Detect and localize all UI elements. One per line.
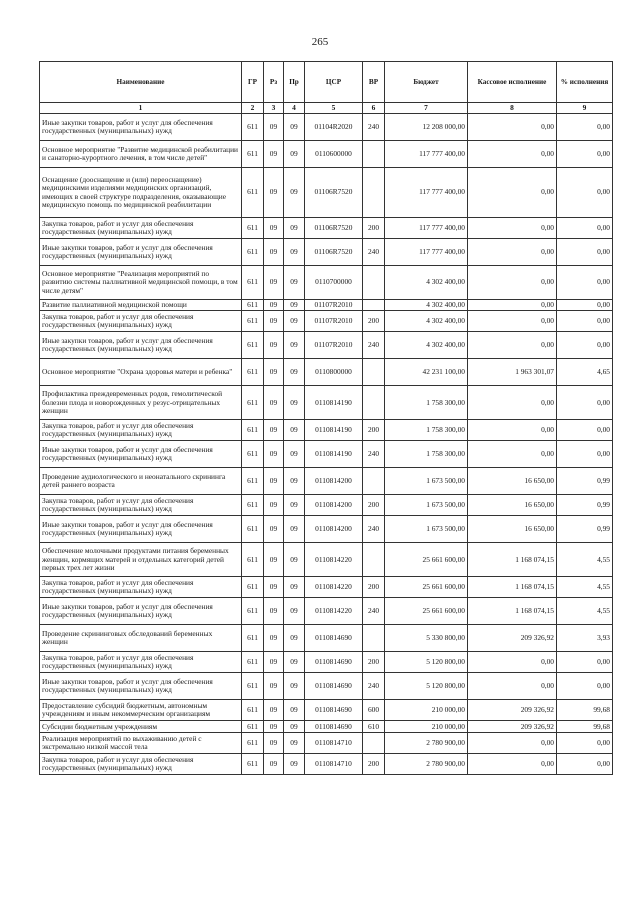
cell-pr: 09 xyxy=(284,468,305,495)
cell-cash-execution: 1 168 074,15 xyxy=(468,577,557,598)
table-row xyxy=(40,114,613,141)
cell-gr: 611 xyxy=(242,386,264,420)
cell-gr: 611 xyxy=(242,577,264,598)
column-number: 6 xyxy=(363,103,385,114)
cell-rz: 09 xyxy=(264,495,284,516)
cell-rz: 09 xyxy=(264,625,284,652)
table-row xyxy=(40,141,613,168)
cell-name: Закупка товаров, работ и услуг для обеспечения государственных (муниципальных) нужд xyxy=(40,754,242,775)
cell-budget: 5 120 800,00 xyxy=(385,652,468,673)
table-row xyxy=(40,311,613,332)
cell-vr xyxy=(363,543,385,577)
cell-gr: 611 xyxy=(242,141,264,168)
table-row xyxy=(40,300,613,311)
table-row xyxy=(40,754,613,775)
cell-rz: 09 xyxy=(264,266,284,300)
cell-name: Основное мероприятие "Развитие медицинской реабилитации и санаторно-курортного лечения, в том числе детей" xyxy=(40,141,242,168)
cell-cash-execution: 1 963 301,07 xyxy=(468,359,557,386)
cell-vr xyxy=(363,733,385,754)
cell-gr: 611 xyxy=(242,733,264,754)
cell-percent-execution: 0,99 xyxy=(557,516,613,543)
cell-cash-execution: 16 650,00 xyxy=(468,468,557,495)
cell-gr: 611 xyxy=(242,420,264,441)
column-number: 3 xyxy=(264,103,284,114)
cell-budget: 1 673 500,00 xyxy=(385,468,468,495)
cell-pr: 09 xyxy=(284,218,305,239)
page-number: 265 xyxy=(311,36,329,48)
cell-percent-execution: 4,55 xyxy=(557,598,613,625)
cell-csr: 0110814190 xyxy=(305,441,363,468)
cell-csr: 0110814200 xyxy=(305,495,363,516)
cell-gr: 611 xyxy=(242,300,264,311)
table-row xyxy=(40,239,613,266)
cell-rz: 09 xyxy=(264,441,284,468)
cell-pr: 09 xyxy=(284,311,305,332)
cell-pr: 09 xyxy=(284,141,305,168)
cell-rz: 09 xyxy=(264,652,284,673)
cell-vr: 200 xyxy=(363,218,385,239)
cell-cash-execution: 0,00 xyxy=(468,652,557,673)
cell-percent-execution: 0,00 xyxy=(557,218,613,239)
cell-gr: 611 xyxy=(242,495,264,516)
cell-csr: 01107R2010 xyxy=(305,300,363,311)
cell-rz: 09 xyxy=(264,733,284,754)
header-percent-execution: % исполнения xyxy=(557,62,613,103)
cell-budget: 4 302 400,00 xyxy=(385,332,468,359)
cell-vr: 240 xyxy=(363,516,385,543)
cell-pr: 09 xyxy=(284,598,305,625)
cell-vr: 200 xyxy=(363,420,385,441)
cell-cash-execution: 0,00 xyxy=(468,441,557,468)
table-row xyxy=(40,386,613,420)
cell-name: Закупка товаров, работ и услуг для обеспечения государственных (муниципальных) нужд xyxy=(40,218,242,239)
cell-percent-execution: 0,00 xyxy=(557,311,613,332)
cell-vr: 200 xyxy=(363,652,385,673)
cell-name: Закупка товаров, работ и услуг для обеспечения государственных (муниципальных) нужд xyxy=(40,311,242,332)
cell-vr xyxy=(363,386,385,420)
cell-cash-execution: 209 326,92 xyxy=(468,700,557,721)
table-row xyxy=(40,218,613,239)
cell-budget: 210 000,00 xyxy=(385,721,468,733)
cell-pr: 09 xyxy=(284,495,305,516)
cell-csr: 0110814710 xyxy=(305,733,363,754)
cell-rz: 09 xyxy=(264,332,284,359)
cell-vr xyxy=(363,266,385,300)
cell-pr: 09 xyxy=(284,543,305,577)
cell-name: Обеспечение молочными продуктами питания беременных женщин, кормящих матерей и отдельных категорий детей первых трех лет жизни xyxy=(40,543,242,577)
cell-pr: 09 xyxy=(284,754,305,775)
cell-pr: 09 xyxy=(284,332,305,359)
cell-gr: 611 xyxy=(242,332,264,359)
cell-csr: 0110814200 xyxy=(305,516,363,543)
cell-vr: 600 xyxy=(363,700,385,721)
cell-rz: 09 xyxy=(264,218,284,239)
cell-name: Закупка товаров, работ и услуг для обеспечения государственных (муниципальных) нужд xyxy=(40,652,242,673)
cell-vr: 200 xyxy=(363,577,385,598)
cell-percent-execution: 3,93 xyxy=(557,625,613,652)
cell-percent-execution: 0,99 xyxy=(557,468,613,495)
cell-gr: 611 xyxy=(242,652,264,673)
cell-pr: 09 xyxy=(284,700,305,721)
cell-csr: 0110814690 xyxy=(305,625,363,652)
cell-vr xyxy=(363,168,385,218)
cell-csr: 0110814690 xyxy=(305,700,363,721)
cell-rz: 09 xyxy=(264,168,284,218)
cell-gr: 611 xyxy=(242,239,264,266)
column-number: 8 xyxy=(468,103,557,114)
table-row xyxy=(40,495,613,516)
cell-cash-execution: 0,00 xyxy=(468,386,557,420)
cell-percent-execution: 0,00 xyxy=(557,652,613,673)
cell-rz: 09 xyxy=(264,468,284,495)
column-number: 9 xyxy=(557,103,613,114)
header-vr: ВР xyxy=(363,62,385,103)
cell-budget: 25 661 600,00 xyxy=(385,577,468,598)
cell-pr: 09 xyxy=(284,168,305,218)
cell-name: Иные закупки товаров, работ и услуг для обеспечения государственных (муниципальных) нужд xyxy=(40,332,242,359)
cell-percent-execution: 0,00 xyxy=(557,266,613,300)
cell-budget: 5 330 800,00 xyxy=(385,625,468,652)
table-row xyxy=(40,468,613,495)
cell-name: Субсидии бюджетным учреждениям xyxy=(40,721,242,733)
table-row xyxy=(40,625,613,652)
header-csr: ЦСР xyxy=(305,62,363,103)
cell-budget: 117 777 400,00 xyxy=(385,168,468,218)
cell-budget: 2 780 900,00 xyxy=(385,754,468,775)
table-row xyxy=(40,700,613,721)
cell-rz: 09 xyxy=(264,141,284,168)
cell-name: Иные закупки товаров, работ и услуг для обеспечения государственных (муниципальных) нужд xyxy=(40,673,242,700)
cell-budget: 12 208 000,00 xyxy=(385,114,468,141)
cell-pr: 09 xyxy=(284,721,305,733)
cell-csr: 0110814710 xyxy=(305,754,363,775)
header-name: Наименование xyxy=(40,62,242,103)
cell-name: Иные закупки товаров, работ и услуг для обеспечения государственных (муниципальных) нужд xyxy=(40,598,242,625)
cell-vr: 240 xyxy=(363,332,385,359)
cell-vr: 610 xyxy=(363,721,385,733)
cell-name: Закупка товаров, работ и услуг для обеспечения государственных (муниципальных) нужд xyxy=(40,577,242,598)
cell-budget: 117 777 400,00 xyxy=(385,218,468,239)
cell-csr: 01106R7520 xyxy=(305,168,363,218)
cell-budget: 4 302 400,00 xyxy=(385,311,468,332)
cell-budget: 4 302 400,00 xyxy=(385,300,468,311)
cell-pr: 09 xyxy=(284,733,305,754)
column-number-row xyxy=(40,103,613,114)
cell-name: Иные закупки товаров, работ и услуг для обеспечения государственных (муниципальных) нужд xyxy=(40,516,242,543)
cell-gr: 611 xyxy=(242,598,264,625)
cell-vr: 240 xyxy=(363,239,385,266)
cell-gr: 611 xyxy=(242,114,264,141)
cell-cash-execution: 1 168 074,15 xyxy=(468,543,557,577)
cell-vr xyxy=(363,300,385,311)
cell-name: Оснащение (дооснащение и (или) переоснащение) медицинскими изделиями медицинских организаций, имеющих в своей структуре подразделения, оказывающие медицинскую помощь по медицинской реабилитации xyxy=(40,168,242,218)
cell-pr: 09 xyxy=(284,239,305,266)
cell-percent-execution: 0,00 xyxy=(557,754,613,775)
cell-vr: 200 xyxy=(363,311,385,332)
cell-rz: 09 xyxy=(264,114,284,141)
cell-rz: 09 xyxy=(264,598,284,625)
cell-name: Иные закупки товаров, работ и услуг для обеспечения государственных (муниципальных) нужд xyxy=(40,114,242,141)
table-row xyxy=(40,420,613,441)
cell-budget: 117 777 400,00 xyxy=(385,141,468,168)
cell-cash-execution: 16 650,00 xyxy=(468,495,557,516)
cell-rz: 09 xyxy=(264,700,284,721)
cell-rz: 09 xyxy=(264,516,284,543)
cell-gr: 611 xyxy=(242,721,264,733)
cell-percent-execution: 99,68 xyxy=(557,721,613,733)
cell-pr: 09 xyxy=(284,625,305,652)
cell-vr xyxy=(363,359,385,386)
column-number: 5 xyxy=(305,103,363,114)
cell-csr: 0110814220 xyxy=(305,598,363,625)
cell-percent-execution: 0,00 xyxy=(557,332,613,359)
cell-gr: 611 xyxy=(242,754,264,775)
cell-pr: 09 xyxy=(284,266,305,300)
header-budget: Бюджет xyxy=(385,62,468,103)
cell-csr: 01106R7520 xyxy=(305,218,363,239)
column-number: 2 xyxy=(242,103,264,114)
cell-csr: 0110814220 xyxy=(305,577,363,598)
cell-percent-execution: 0,00 xyxy=(557,239,613,266)
cell-cash-execution: 0,00 xyxy=(468,754,557,775)
cell-cash-execution: 0,00 xyxy=(468,733,557,754)
cell-gr: 611 xyxy=(242,441,264,468)
cell-rz: 09 xyxy=(264,311,284,332)
cell-cash-execution: 209 326,92 xyxy=(468,625,557,652)
cell-cash-execution: 0,00 xyxy=(468,420,557,441)
cell-gr: 611 xyxy=(242,168,264,218)
header-gr: ГР xyxy=(242,62,264,103)
cell-cash-execution: 0,00 xyxy=(468,239,557,266)
cell-rz: 09 xyxy=(264,239,284,266)
cell-percent-execution: 0,00 xyxy=(557,420,613,441)
cell-csr: 0110814690 xyxy=(305,673,363,700)
cell-cash-execution: 1 168 074,15 xyxy=(468,598,557,625)
cell-name: Закупка товаров, работ и услуг для обеспечения государственных (муниципальных) нужд xyxy=(40,420,242,441)
cell-csr: 0110700000 xyxy=(305,266,363,300)
table-row xyxy=(40,721,613,733)
cell-rz: 09 xyxy=(264,386,284,420)
cell-csr: 01104R2020 xyxy=(305,114,363,141)
cell-budget: 1 758 300,00 xyxy=(385,441,468,468)
header-pr: Пр xyxy=(284,62,305,103)
cell-gr: 611 xyxy=(242,673,264,700)
cell-budget: 2 780 900,00 xyxy=(385,733,468,754)
table-row xyxy=(40,652,613,673)
cell-rz: 09 xyxy=(264,420,284,441)
cell-name: Проведение скрининговых обследований беременных женщин xyxy=(40,625,242,652)
cell-vr xyxy=(363,625,385,652)
table-row xyxy=(40,733,613,754)
cell-csr: 0110814200 xyxy=(305,468,363,495)
cell-percent-execution: 4,55 xyxy=(557,543,613,577)
cell-pr: 09 xyxy=(284,673,305,700)
cell-gr: 611 xyxy=(242,311,264,332)
cell-cash-execution: 0,00 xyxy=(468,218,557,239)
cell-cash-execution: 0,00 xyxy=(468,266,557,300)
table-row xyxy=(40,168,613,218)
table-row xyxy=(40,266,613,300)
cell-vr: 240 xyxy=(363,673,385,700)
table-row xyxy=(40,359,613,386)
cell-vr xyxy=(363,468,385,495)
cell-percent-execution: 0,00 xyxy=(557,673,613,700)
cell-pr: 09 xyxy=(284,577,305,598)
cell-vr: 240 xyxy=(363,441,385,468)
cell-vr: 200 xyxy=(363,754,385,775)
cell-budget: 210 000,00 xyxy=(385,700,468,721)
cell-csr: 0110814190 xyxy=(305,386,363,420)
cell-pr: 09 xyxy=(284,516,305,543)
cell-csr: 0110800000 xyxy=(305,359,363,386)
cell-percent-execution: 0,00 xyxy=(557,441,613,468)
table-row xyxy=(40,332,613,359)
cell-gr: 611 xyxy=(242,218,264,239)
table-row xyxy=(40,516,613,543)
cell-percent-execution: 0,00 xyxy=(557,733,613,754)
cell-cash-execution: 0,00 xyxy=(468,114,557,141)
cell-budget: 4 302 400,00 xyxy=(385,266,468,300)
cell-rz: 09 xyxy=(264,577,284,598)
cell-percent-execution: 4,65 xyxy=(557,359,613,386)
header-rz: Рз xyxy=(264,62,284,103)
cell-pr: 09 xyxy=(284,386,305,420)
cell-cash-execution: 0,00 xyxy=(468,141,557,168)
cell-rz: 09 xyxy=(264,754,284,775)
header-cash-execution: Кассовое исполнение xyxy=(468,62,557,103)
cell-budget: 1 758 300,00 xyxy=(385,420,468,441)
cell-pr: 09 xyxy=(284,441,305,468)
cell-rz: 09 xyxy=(264,673,284,700)
cell-percent-execution: 0,99 xyxy=(557,495,613,516)
column-number: 4 xyxy=(284,103,305,114)
cell-name: Основное мероприятие "Охрана здоровья матери и ребенка" xyxy=(40,359,242,386)
table-row xyxy=(40,673,613,700)
cell-gr: 611 xyxy=(242,359,264,386)
cell-budget: 1 673 500,00 xyxy=(385,516,468,543)
cell-percent-execution: 0,00 xyxy=(557,168,613,218)
cell-name: Предоставление субсидий бюджетным, автономным учреждениям и иным некоммерческим организациям xyxy=(40,700,242,721)
cell-csr: 01106R7520 xyxy=(305,239,363,266)
cell-percent-execution: 0,00 xyxy=(557,300,613,311)
cell-csr: 0110600000 xyxy=(305,141,363,168)
cell-name: Реализация мероприятий по выхаживанию детей с экстремально низкой массой тела xyxy=(40,733,242,754)
cell-percent-execution: 4,55 xyxy=(557,577,613,598)
cell-name: Проведение аудиологического и неонатального скрининга детей раннего возраста xyxy=(40,468,242,495)
table-row xyxy=(40,598,613,625)
cell-rz: 09 xyxy=(264,543,284,577)
cell-cash-execution: 16 650,00 xyxy=(468,516,557,543)
cell-pr: 09 xyxy=(284,300,305,311)
cell-name: Основное мероприятие "Реализация мероприятий по развитию системы паллиативной медицинской помощи, в том числе детям" xyxy=(40,266,242,300)
cell-gr: 611 xyxy=(242,516,264,543)
cell-budget: 5 120 800,00 xyxy=(385,673,468,700)
cell-percent-execution: 0,00 xyxy=(557,114,613,141)
cell-vr: 200 xyxy=(363,495,385,516)
cell-budget: 1 673 500,00 xyxy=(385,495,468,516)
cell-percent-execution: 0,00 xyxy=(557,386,613,420)
cell-budget: 42 231 100,00 xyxy=(385,359,468,386)
cell-gr: 611 xyxy=(242,468,264,495)
cell-cash-execution: 0,00 xyxy=(468,311,557,332)
cell-vr xyxy=(363,141,385,168)
cell-pr: 09 xyxy=(284,652,305,673)
cell-cash-execution: 0,00 xyxy=(468,168,557,218)
cell-cash-execution: 209 326,92 xyxy=(468,721,557,733)
column-number: 7 xyxy=(385,103,468,114)
cell-gr: 611 xyxy=(242,543,264,577)
cell-gr: 611 xyxy=(242,625,264,652)
cell-name: Закупка товаров, работ и услуг для обеспечения государственных (муниципальных) нужд xyxy=(40,495,242,516)
cell-vr: 240 xyxy=(363,598,385,625)
cell-csr: 0110814690 xyxy=(305,721,363,733)
table-row xyxy=(40,577,613,598)
cell-gr: 611 xyxy=(242,700,264,721)
header-row xyxy=(40,62,613,103)
cell-vr: 240 xyxy=(363,114,385,141)
cell-budget: 25 661 600,00 xyxy=(385,598,468,625)
cell-rz: 09 xyxy=(264,300,284,311)
cell-budget: 25 661 600,00 xyxy=(385,543,468,577)
table-body xyxy=(40,114,613,775)
cell-csr: 01107R2010 xyxy=(305,311,363,332)
cell-name: Иные закупки товаров, работ и услуг для обеспечения государственных (муниципальных) нужд xyxy=(40,239,242,266)
cell-name: Профилактика преждевременных родов, гемолитической болезни плода и новорожденных у резус-отрицательных женщин xyxy=(40,386,242,420)
cell-cash-execution: 0,00 xyxy=(468,332,557,359)
cell-percent-execution: 0,00 xyxy=(557,141,613,168)
cell-budget: 1 758 300,00 xyxy=(385,386,468,420)
cell-csr: 0110814220 xyxy=(305,543,363,577)
cell-pr: 09 xyxy=(284,420,305,441)
cell-budget: 117 777 400,00 xyxy=(385,239,468,266)
cell-cash-execution: 0,00 xyxy=(468,300,557,311)
cell-percent-execution: 99,68 xyxy=(557,700,613,721)
cell-csr: 0110814190 xyxy=(305,420,363,441)
table-row xyxy=(40,543,613,577)
cell-pr: 09 xyxy=(284,114,305,141)
cell-gr: 611 xyxy=(242,266,264,300)
cell-name: Иные закупки товаров, работ и услуг для обеспечения государственных (муниципальных) нужд xyxy=(40,441,242,468)
cell-csr: 0110814690 xyxy=(305,652,363,673)
cell-cash-execution: 0,00 xyxy=(468,673,557,700)
table-row xyxy=(40,441,613,468)
cell-rz: 09 xyxy=(264,359,284,386)
cell-name: Развитие паллиативной медицинской помощи xyxy=(40,300,242,311)
cell-pr: 09 xyxy=(284,359,305,386)
cell-csr: 01107R2010 xyxy=(305,332,363,359)
budget-execution-table xyxy=(39,61,613,775)
column-number: 1 xyxy=(40,103,242,114)
cell-rz: 09 xyxy=(264,721,284,733)
